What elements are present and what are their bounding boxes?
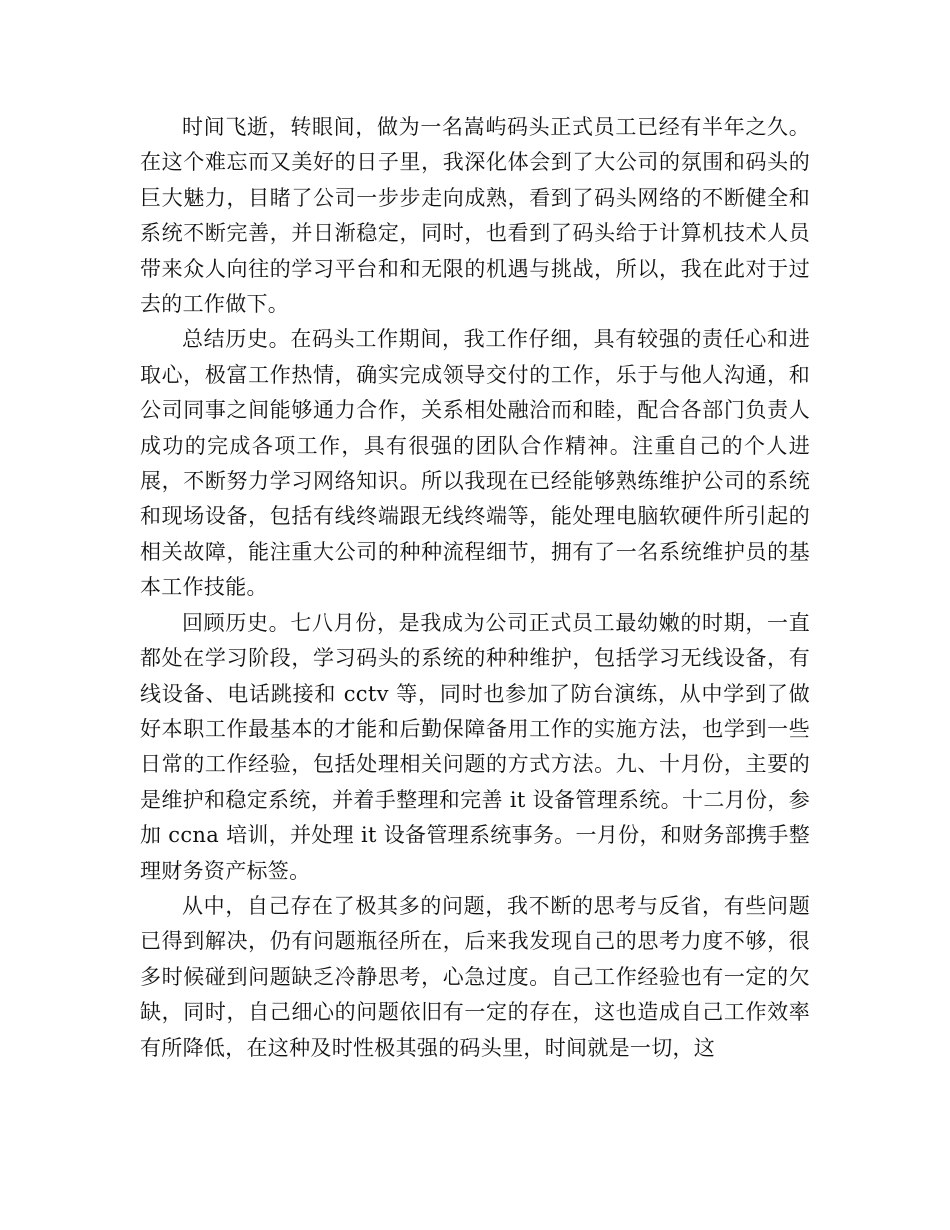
paragraph-summary: 总结历史。在码头工作期间，我工作仔细，具有较强的责任心和进取心，极富工作热情，确实完成领导交付的工作，乐于与他人沟通，和公司同事之间能够通力合作，关系相处融洽而和睦，配合各部门负责人成功的完成各项工作，具有很强的团队合作精神。注重自己的个人进展，不断努力学习网络知识。所以我现在已经能够熟练维护公司的系统和现场设备，包括有线终端跟无线终端等，能处理电脑软硬件所引起的相关故障，能注重大公司的种种流程细节，拥有了一名系统维护员的基本工作技能。 [140, 327, 810, 600]
paragraph-reflection: 从中，自己存在了极其多的问题，我不断的思考与反省，有些问题已得到解决，仍有问题瓶径所在，后来我发现自己的思考力度不够，很多时候碰到问题缺乏冷静思考，心急过度。自己工作经验也有一定的欠缺，同时，自己细心的问题依旧有一定的存在，这也造成自己工作效率有所降低，在这种及时性极其强的码头里，时间就是一切，这 [140, 893, 810, 1060]
document-body [140, 110, 810, 1066]
paragraph-review: 回顾历史。七八月份，是我成为公司正式员工最幼嫩的时期，一直都处在学习阶段，学习码头的系统的种种维护，包括学习无线设备，有线设备、电话跳接和 cctv 等，同时也参加了防台演练，从中学到了做好本职工作最基本的才能和后勤保障备用工作的实施方法，也学到一些日常的工作经验，包括处理相关问题的方式方法。九、十月份，主要的是维护和稳定系统，并着手整理和完善 it 设备管理系统。十二月份，参加 ccna 培训，并处理 it 设备管理系统事务。一月份，和财务部携手整理财务资产标签。 [140, 610, 810, 883]
paragraph-intro: 时间飞逝，转眼间，做为一名嵩屿码头正式员工已经有半年之久。在这个难忘而又美好的日子里，我深化体会到了大公司的氛围和码头的巨大魅力，目睹了公司一步步走向成熟，看到了码头网络的不断健全和系统不断完善，并日渐稳定，同时，也看到了码头给于计算机技术人员带来众人向往的学习平台和和无限的机遇与挑战，所以，我在此对于过去的工作做下。 [140, 115, 810, 317]
